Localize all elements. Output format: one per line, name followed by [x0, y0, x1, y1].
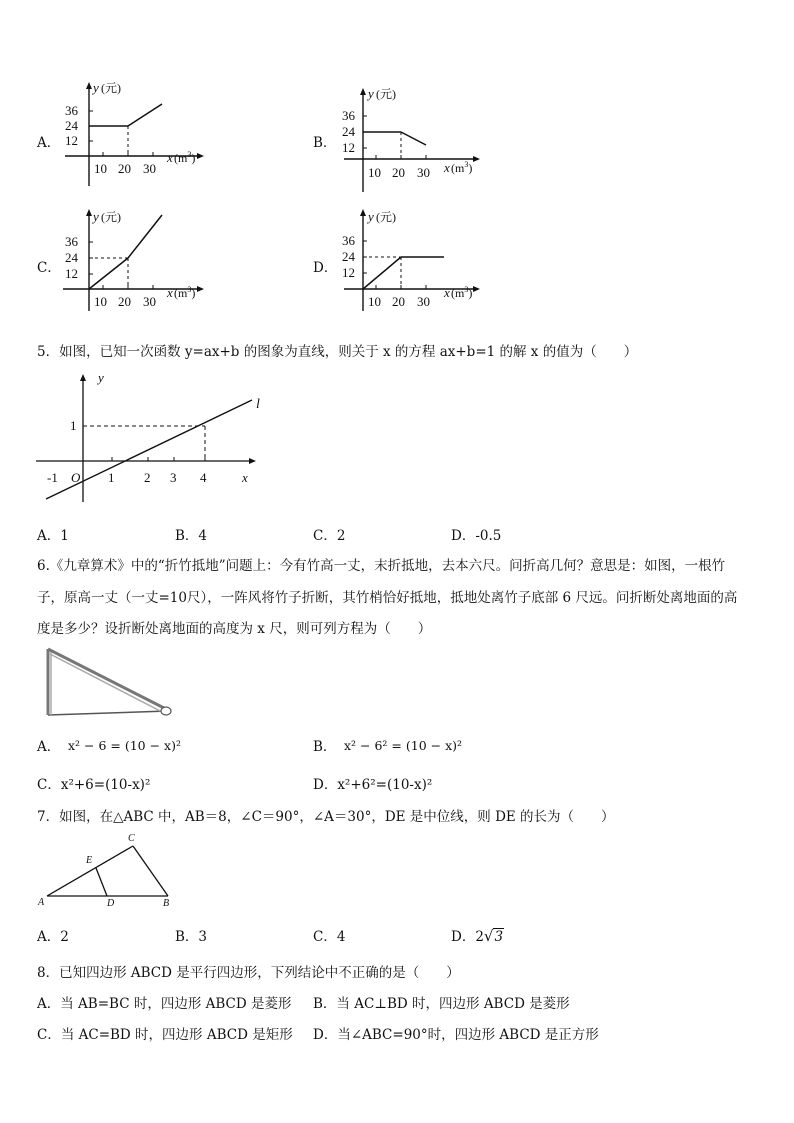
q7-option-a[interactable]: A．2 — [37, 929, 69, 945]
x-tick-20: 20 — [392, 294, 405, 309]
triangle-figure — [35, 830, 185, 912]
origin-label: O — [71, 470, 81, 485]
y-axis-label: y — [368, 86, 374, 101]
graph-option-d — [336, 205, 496, 315]
y-tick-1: 1 — [70, 418, 77, 433]
q7-option-d[interactable] — [451, 925, 504, 945]
y-tick-36: 36 — [65, 234, 78, 249]
y-tick-12: 12 — [342, 265, 355, 280]
x-tick-10: 10 — [94, 161, 107, 176]
q8-option-b[interactable]: B．当 AC⊥BD 时，四边形 ABCD 是菱形 — [313, 996, 570, 1012]
x-tick-10: 10 — [94, 294, 107, 309]
bamboo-figure — [40, 643, 180, 723]
q8-option-a[interactable]: A．当 AB=BC 时，四边形 ABCD 是菱形 — [37, 996, 292, 1012]
y-tick-12: 12 — [65, 133, 78, 148]
point-d-label: D — [107, 898, 115, 909]
sqrt-sign: √ — [483, 927, 494, 945]
y-tick-24: 24 — [342, 124, 355, 139]
y-tick-36: 36 — [65, 103, 78, 118]
x-tick-10: 10 — [368, 294, 381, 309]
x-tick-2: 2 — [144, 470, 151, 485]
q5-option-b[interactable]: B．4 — [175, 528, 208, 544]
x-axis-label: x — [242, 470, 248, 485]
x-unit: $(m^3)$ — [174, 150, 196, 165]
x-tick-20: 20 — [118, 294, 131, 309]
x-axis-label: x — [167, 150, 173, 165]
option-b-label: B． — [313, 135, 337, 151]
q6-option-b-label[interactable]: B． — [313, 739, 337, 755]
question-8-text: 8．已知四边形 ABCD 是平行四边形，下列结论中不正确的是（ ） — [37, 965, 460, 981]
vertex-b-label: B — [163, 898, 170, 909]
question-6-line-1: 6.《九章算术》中的“折竹抵地”问题上：今有竹高一丈，末折抵地，去本六尺。问折高几何？意思是：如图，一根竹 — [37, 558, 726, 574]
graph-option-b — [336, 84, 496, 194]
question-7-text: 7．如图，在△ABC 中，AB＝8，∠C＝90°，∠A＝30°，DE 是中位线，则 DE 的长为（ ） — [37, 809, 615, 825]
option-d-label: D． — [313, 260, 338, 276]
q7-option-b[interactable]: B．3 — [175, 929, 208, 945]
y-axis-label: y — [368, 209, 374, 224]
y-unit: (元) — [376, 210, 396, 224]
y-tick-36: 36 — [342, 233, 355, 248]
y-tick-12: 12 — [342, 140, 355, 155]
vertex-a-label: A — [38, 897, 45, 908]
x-tick-1: 1 — [108, 470, 115, 485]
y-unit: (元) — [101, 81, 121, 95]
x-tick-20: 20 — [118, 161, 131, 176]
line-l-label: l — [256, 397, 260, 412]
y-unit: (元) — [376, 87, 396, 101]
x-tick-30: 30 — [143, 161, 156, 176]
q8-option-d[interactable]: D．当∠ABC=90°时，四边形 ABCD 是正方形 — [313, 1027, 599, 1043]
y-unit: (元) — [101, 210, 121, 224]
question-5-text: 5．如图，已知一次函数 y=ax+b 的图象为直线，则关于 x 的方程 ax+b=1 的解 x 的值为（ ） — [37, 344, 638, 360]
y-axis-label: y — [98, 370, 104, 385]
vertex-c-label: C — [128, 833, 135, 844]
q7-option-d-radicand: 3 — [494, 929, 504, 945]
q7-option-c[interactable]: C．4 — [313, 929, 346, 945]
q5-option-c[interactable]: C．2 — [313, 528, 346, 544]
x-tick-neg1: -1 — [47, 470, 58, 485]
point-e-label: E — [86, 855, 93, 866]
x-tick-30: 30 — [417, 294, 430, 309]
x-axis-label: x — [444, 285, 450, 300]
q6-option-b-expr: x² − 6² = (10 − x)² — [344, 738, 463, 753]
option-c-label: C． — [37, 260, 61, 276]
question-6-line-3: 度是多少？设折断处离地面的高度为 x 尺，则可列方程为（ ） — [37, 621, 432, 637]
x-tick-20: 20 — [392, 165, 405, 180]
x-tick-30: 30 — [143, 294, 156, 309]
q6-option-a-expr: x² − 6 = (10 − x)² — [68, 738, 181, 753]
y-tick-12: 12 — [65, 266, 78, 281]
q6-option-d[interactable]: D．x²+6²=(10-x)² — [313, 777, 433, 793]
x-axis-label: x — [444, 160, 450, 175]
x-axis-label: x — [167, 285, 173, 300]
x-tick-4: 4 — [200, 470, 207, 485]
q6-option-a-label[interactable]: A． — [37, 739, 61, 755]
q8-option-c[interactable]: C．当 AC=BD 时，四边形 ABCD 是矩形 — [37, 1027, 293, 1043]
graph-option-c — [55, 205, 215, 315]
q6-option-c[interactable]: C．x²+6=(10-x)² — [37, 777, 151, 793]
question-6-line-2: 子，原高一丈（一丈=10尺），一阵风将竹子折断，其竹梢恰好抵地，抵地处离竹子底部 6 尺远。问折断处离地面的高 — [37, 590, 738, 606]
y-tick-24: 24 — [65, 250, 78, 265]
y-tick-24: 24 — [65, 118, 78, 133]
y-axis-label: y — [93, 80, 99, 95]
q5-option-a[interactable]: A．1 — [37, 528, 69, 544]
y-tick-36: 36 — [342, 108, 355, 123]
x-unit: $(m^3)$ — [451, 285, 473, 300]
x-unit: $(m^3)$ — [451, 160, 473, 175]
y-tick-24: 24 — [342, 249, 355, 264]
y-axis-label: y — [93, 209, 99, 224]
x-tick-10: 10 — [368, 165, 381, 180]
graph-option-a — [55, 78, 215, 188]
q7-option-d-label: D．2 — [451, 929, 484, 945]
question-5-graph — [30, 368, 270, 510]
option-a-label: A． — [37, 135, 61, 151]
x-tick-30: 30 — [417, 165, 430, 180]
q5-option-d[interactable]: D．-0.5 — [451, 528, 502, 544]
x-unit: $(m^3)$ — [174, 285, 196, 300]
x-tick-3: 3 — [170, 470, 177, 485]
